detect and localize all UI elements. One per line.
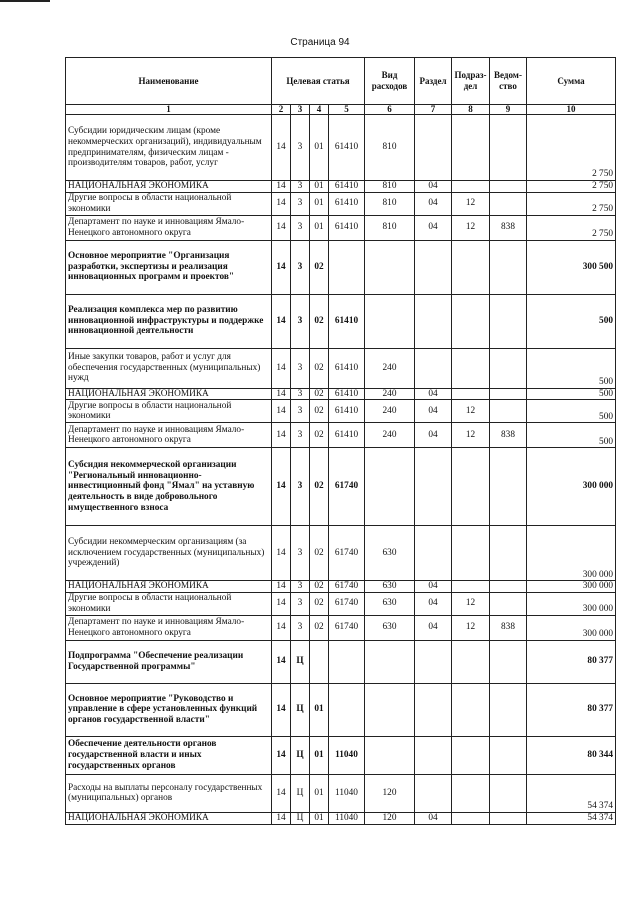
column-number: 4 [310, 105, 329, 115]
row-expense-type: 810 [365, 115, 415, 181]
row-sum: 80 377 [527, 640, 616, 683]
row-target-code-4: 61410 [329, 192, 365, 215]
table-row [66, 192, 616, 215]
row-sum: 54 374 [527, 812, 616, 824]
row-name: НАЦИОНАЛЬНАЯ ЭКОНОМИКА [66, 812, 272, 824]
row-target-code-4: 61410 [329, 348, 365, 388]
row-name: Другие вопросы в области национальной экономики [66, 592, 272, 615]
row-target-code-2: 3 [291, 181, 310, 193]
row-target-code-3 [310, 640, 329, 683]
row-target-code-3: 02 [310, 615, 329, 640]
row-subsection [452, 294, 490, 348]
row-target-code-1: 14 [272, 192, 291, 215]
row-section [415, 448, 452, 526]
row-target-code-2: 3 [291, 192, 310, 215]
row-target-code-4: 61410 [329, 181, 365, 193]
row-target-code-3: 01 [310, 683, 329, 736]
row-subsection [452, 240, 490, 294]
row-expense-type [365, 683, 415, 736]
table-row [66, 526, 616, 581]
row-expense-type: 630 [365, 526, 415, 581]
row-section: 04 [415, 192, 452, 215]
row-expense-type: 630 [365, 615, 415, 640]
row-expense-type: 120 [365, 774, 415, 812]
table-body [66, 115, 616, 825]
table-row [66, 181, 616, 193]
row-target-code-2: Ц [291, 640, 310, 683]
column-number: 5 [329, 105, 365, 115]
row-target-code-3: 01 [310, 192, 329, 215]
column-number: 3 [291, 105, 310, 115]
row-section [415, 640, 452, 683]
header-expense-type: Вид расходов [365, 58, 415, 105]
row-target-code-2: 3 [291, 615, 310, 640]
row-name: Субсидия некоммерческой организации "Региональный инновационно-инвестиционный фонд "Ямал" на уставную деятельность в виде добровольного имущественного взноса [66, 448, 272, 526]
row-target-code-1: 14 [272, 526, 291, 581]
row-department [490, 240, 527, 294]
row-department [490, 388, 527, 400]
row-department [490, 448, 527, 526]
table-row [66, 774, 616, 812]
row-name: Департамент по науке и инновациям Ямало-Ненецкого автономного округа [66, 615, 272, 640]
row-section [415, 774, 452, 812]
row-subsection [452, 448, 490, 526]
row-target-code-3: 02 [310, 400, 329, 423]
row-subsection: 12 [452, 423, 490, 448]
row-target-code-1: 14 [272, 215, 291, 240]
row-target-code-4 [329, 683, 365, 736]
row-target-code-1: 14 [272, 640, 291, 683]
row-name: НАЦИОНАЛЬНАЯ ЭКОНОМИКА [66, 181, 272, 193]
row-department [490, 348, 527, 388]
row-target-code-4: 61740 [329, 615, 365, 640]
row-sum: 54 374 [527, 774, 616, 812]
row-department: 838 [490, 615, 527, 640]
row-department: 838 [490, 423, 527, 448]
row-name: НАЦИОНАЛЬНАЯ ЭКОНОМИКА [66, 388, 272, 400]
row-subsection [452, 774, 490, 812]
row-subsection [452, 181, 490, 193]
row-section [415, 115, 452, 181]
column-number: 10 [527, 105, 616, 115]
row-target-code-1: 14 [272, 348, 291, 388]
row-target-code-2: Ц [291, 683, 310, 736]
row-target-code-3: 01 [310, 736, 329, 774]
row-target-code-2: Ц [291, 774, 310, 812]
row-sum: 2 750 [527, 115, 616, 181]
row-section: 04 [415, 388, 452, 400]
row-sum: 300 000 [527, 448, 616, 526]
row-target-code-2: 3 [291, 240, 310, 294]
row-target-code-2: 3 [291, 526, 310, 581]
row-target-code-1: 14 [272, 388, 291, 400]
header-name: Наименование [66, 58, 272, 105]
row-target-code-2: 3 [291, 400, 310, 423]
row-target-code-3: 01 [310, 181, 329, 193]
row-target-code-2: 3 [291, 581, 310, 593]
row-target-code-2: 3 [291, 423, 310, 448]
row-department [490, 400, 527, 423]
row-expense-type: 240 [365, 423, 415, 448]
header-subsection: Подраз-дел [452, 58, 490, 105]
row-name: Департамент по науке и инновациям Ямало-Ненецкого автономного округа [66, 215, 272, 240]
row-name: Субсидии юридическим лицам (кроме некоммерческих организаций), индивидуальным предпринимателям, физическим лицам - производителям товаров, работ, услуг [66, 115, 272, 181]
row-target-code-4: 61410 [329, 294, 365, 348]
row-name: Расходы на выплаты персоналу государственных (муниципальных) органов [66, 774, 272, 812]
row-name: Субсидии некоммерческим организациям (за исключением государственных (муниципальных) учреждений) [66, 526, 272, 581]
row-target-code-3: 01 [310, 115, 329, 181]
row-target-code-4: 11040 [329, 812, 365, 824]
column-number: 6 [365, 105, 415, 115]
row-target-code-1: 14 [272, 181, 291, 193]
row-target-code-4: 61740 [329, 592, 365, 615]
row-expense-type: 240 [365, 348, 415, 388]
row-target-code-4: 61410 [329, 115, 365, 181]
row-sum: 300 000 [527, 526, 616, 581]
row-target-code-3: 01 [310, 774, 329, 812]
row-target-code-1: 14 [272, 448, 291, 526]
table-row [66, 423, 616, 448]
row-target-code-3: 02 [310, 348, 329, 388]
row-subsection [452, 115, 490, 181]
row-target-code-3: 02 [310, 294, 329, 348]
row-target-code-2: 3 [291, 294, 310, 348]
table-row [66, 448, 616, 526]
column-number: 8 [452, 105, 490, 115]
row-name: Реализация комплекса мер по развитию инновационной инфраструктуры и поддержке инновационной деятельности [66, 294, 272, 348]
row-target-code-1: 14 [272, 115, 291, 181]
row-department [490, 812, 527, 824]
row-target-code-3: 02 [310, 240, 329, 294]
row-target-code-1: 14 [272, 294, 291, 348]
row-department [490, 526, 527, 581]
row-target-code-1: 14 [272, 581, 291, 593]
row-expense-type: 630 [365, 581, 415, 593]
row-target-code-2: 3 [291, 115, 310, 181]
row-target-code-1: 14 [272, 774, 291, 812]
row-section [415, 348, 452, 388]
table-row [66, 592, 616, 615]
row-target-code-3: 02 [310, 388, 329, 400]
row-section: 04 [415, 615, 452, 640]
column-number: 1 [66, 105, 272, 115]
row-name: Основное мероприятие "Руководство и управление в сфере установленных функций органов государственной власти" [66, 683, 272, 736]
table-row [66, 615, 616, 640]
row-target-code-1: 14 [272, 615, 291, 640]
row-sum: 500 [527, 400, 616, 423]
row-section: 04 [415, 812, 452, 824]
row-target-code-1: 14 [272, 400, 291, 423]
row-target-code-1: 14 [272, 423, 291, 448]
row-department [490, 736, 527, 774]
row-sum: 2 750 [527, 215, 616, 240]
row-department [490, 294, 527, 348]
row-target-code-1: 14 [272, 240, 291, 294]
table-row [66, 640, 616, 683]
table-row [66, 388, 616, 400]
row-target-code-2: 3 [291, 348, 310, 388]
table-row [66, 294, 616, 348]
table-row [66, 348, 616, 388]
row-subsection [452, 812, 490, 824]
table-row [66, 812, 616, 824]
table-row [66, 400, 616, 423]
table-row [66, 736, 616, 774]
row-target-code-2: Ц [291, 736, 310, 774]
row-expense-type [365, 240, 415, 294]
row-expense-type: 810 [365, 192, 415, 215]
row-name: Другие вопросы в области национальной экономики [66, 192, 272, 215]
row-expense-type [365, 294, 415, 348]
row-expense-type [365, 736, 415, 774]
column-number-row [66, 105, 616, 115]
row-department [490, 192, 527, 215]
row-section: 04 [415, 215, 452, 240]
row-section [415, 683, 452, 736]
table-row [66, 215, 616, 240]
row-target-code-4 [329, 240, 365, 294]
row-department: 838 [490, 215, 527, 240]
row-subsection: 12 [452, 592, 490, 615]
page-number: Страница 94 [290, 37, 350, 48]
row-expense-type: 120 [365, 812, 415, 824]
row-target-code-1: 14 [272, 736, 291, 774]
row-name: Другие вопросы в области национальной экономики [66, 400, 272, 423]
row-target-code-3: 02 [310, 448, 329, 526]
row-target-code-4: 61410 [329, 400, 365, 423]
row-target-code-3: 01 [310, 215, 329, 240]
row-section: 04 [415, 592, 452, 615]
row-department [490, 581, 527, 593]
row-target-code-3: 02 [310, 592, 329, 615]
row-name: Департамент по науке и инновациям Ямало-Ненецкого автономного округа [66, 423, 272, 448]
table-row [66, 683, 616, 736]
row-section: 04 [415, 581, 452, 593]
row-sum: 300 500 [527, 240, 616, 294]
row-section [415, 240, 452, 294]
row-subsection: 12 [452, 192, 490, 215]
row-section [415, 736, 452, 774]
row-sum: 500 [527, 294, 616, 348]
row-sum: 2 750 [527, 181, 616, 193]
column-number: 2 [272, 105, 291, 115]
row-sum: 80 377 [527, 683, 616, 736]
row-target-code-4: 11040 [329, 736, 365, 774]
row-subsection [452, 683, 490, 736]
row-department [490, 683, 527, 736]
row-target-code-2: 3 [291, 388, 310, 400]
header-target-article: Целевая статья [272, 58, 365, 105]
row-expense-type: 240 [365, 400, 415, 423]
row-section: 04 [415, 423, 452, 448]
column-number: 7 [415, 105, 452, 115]
row-section [415, 526, 452, 581]
row-target-code-3: 02 [310, 526, 329, 581]
row-target-code-4 [329, 640, 365, 683]
row-expense-type: 630 [365, 592, 415, 615]
row-expense-type: 240 [365, 388, 415, 400]
row-target-code-1: 14 [272, 812, 291, 824]
row-target-code-2: Ц [291, 812, 310, 824]
row-section: 04 [415, 400, 452, 423]
table-row [66, 581, 616, 593]
row-name: Основное мероприятие "Организация разработки, экспертизы и реализация инновационных программ и проектов" [66, 240, 272, 294]
row-target-code-1: 14 [272, 592, 291, 615]
header-sum: Сумма [527, 58, 616, 105]
row-subsection: 12 [452, 615, 490, 640]
row-subsection [452, 348, 490, 388]
row-target-code-3: 01 [310, 812, 329, 824]
row-department [490, 640, 527, 683]
row-section: 04 [415, 181, 452, 193]
header-section: Раздел [415, 58, 452, 105]
row-sum: 2 750 [527, 192, 616, 215]
row-target-code-4: 61740 [329, 581, 365, 593]
row-target-code-4: 61410 [329, 423, 365, 448]
row-subsection [452, 526, 490, 581]
table-row [66, 240, 616, 294]
header-row [66, 58, 616, 105]
row-expense-type [365, 640, 415, 683]
row-target-code-3: 02 [310, 423, 329, 448]
row-sum: 500 [527, 423, 616, 448]
row-name: Иные закупки товаров, работ и услуг для обеспечения государственных (муниципальных) нужд [66, 348, 272, 388]
row-subsection [452, 581, 490, 593]
row-target-code-3: 02 [310, 581, 329, 593]
row-sum: 500 [527, 388, 616, 400]
row-expense-type: 810 [365, 215, 415, 240]
budget-table [65, 57, 616, 825]
row-target-code-4: 61740 [329, 526, 365, 581]
row-department [490, 115, 527, 181]
top-rule [0, 0, 50, 2]
row-subsection: 12 [452, 215, 490, 240]
row-name: Обеспечение деятельности органов государственной власти и иных государственных органов [66, 736, 272, 774]
row-target-code-4: 61410 [329, 388, 365, 400]
row-subsection [452, 736, 490, 774]
row-target-code-2: 3 [291, 592, 310, 615]
row-sum: 300 000 [527, 581, 616, 593]
row-target-code-4: 61410 [329, 215, 365, 240]
row-sum: 300 000 [527, 592, 616, 615]
row-target-code-1: 14 [272, 683, 291, 736]
row-sum: 500 [527, 348, 616, 388]
row-expense-type [365, 448, 415, 526]
row-name: НАЦИОНАЛЬНАЯ ЭКОНОМИКА [66, 581, 272, 593]
row-target-code-4: 61740 [329, 448, 365, 526]
row-target-code-4: 11040 [329, 774, 365, 812]
row-subsection [452, 388, 490, 400]
column-number: 9 [490, 105, 527, 115]
row-sum: 80 344 [527, 736, 616, 774]
header-department: Ведом-ство [490, 58, 527, 105]
table-row [66, 115, 616, 181]
row-section [415, 294, 452, 348]
row-target-code-2: 3 [291, 215, 310, 240]
row-target-code-2: 3 [291, 448, 310, 526]
row-expense-type: 810 [365, 181, 415, 193]
row-department [490, 592, 527, 615]
row-department [490, 774, 527, 812]
row-department [490, 181, 527, 193]
row-subsection: 12 [452, 400, 490, 423]
row-name: Подпрограмма "Обеспечение реализации Государственной программы" [66, 640, 272, 683]
row-sum: 300 000 [527, 615, 616, 640]
row-subsection [452, 640, 490, 683]
